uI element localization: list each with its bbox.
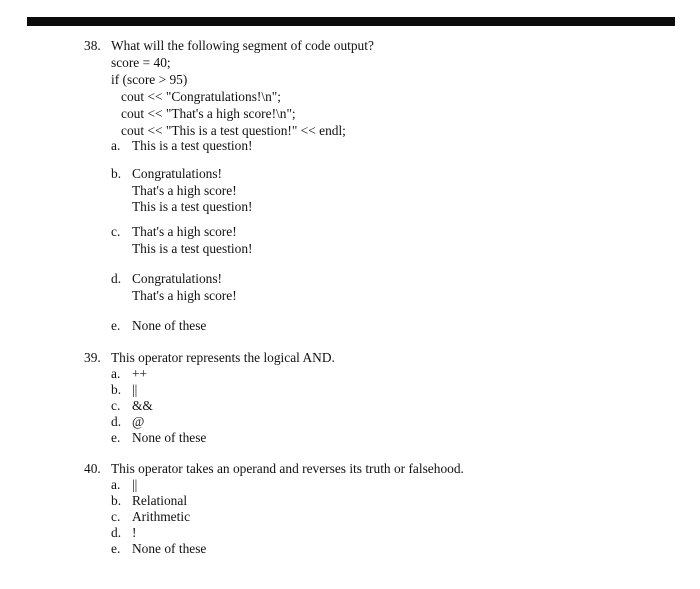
option-text: Relational: [132, 493, 188, 508]
option-letter: b.: [111, 382, 122, 397]
code-line: cout << "That's a high score!\n";: [111, 106, 296, 121]
question-text: This operator represents the logical AND.: [111, 350, 335, 365]
option-text: &&: [132, 398, 153, 413]
option-text: None of these: [132, 430, 207, 445]
option-letter: d.: [111, 414, 122, 429]
option-letter: d.: [111, 271, 122, 286]
question-number: 38.: [84, 38, 101, 53]
option-text: This is a test question!: [132, 138, 253, 153]
question-text: What will the following segment of code output?: [111, 38, 374, 53]
option-text: This is a test question!: [132, 240, 253, 256]
option-text: ||: [132, 477, 138, 492]
option-text: That's a high score!: [132, 287, 237, 303]
option-text: That's a high score!: [132, 224, 237, 239]
code-line: if (score > 95): [111, 72, 188, 87]
option-letter: c.: [111, 224, 121, 239]
option-text: @: [132, 414, 145, 429]
option-text: Arithmetic: [132, 509, 191, 524]
option-letter: e.: [111, 318, 121, 333]
option-letter: d.: [111, 525, 122, 540]
code-line: cout << "This is a test question!" << endl;: [111, 123, 346, 138]
option-letter: b.: [111, 166, 122, 181]
option-letter: a.: [111, 477, 121, 492]
option-text: ++: [132, 366, 148, 381]
question-text: This operator takes an operand and reverses its truth or falsehood.: [111, 461, 464, 476]
option-letter: b.: [111, 493, 122, 508]
question-number: 40.: [84, 461, 101, 476]
option-letter: e.: [111, 430, 121, 445]
option-letter: c.: [111, 509, 121, 524]
option-letter: a.: [111, 138, 121, 153]
question-number: 39.: [84, 350, 101, 365]
option-text: This is a test question!: [132, 199, 253, 214]
option-text: That's a high score!: [132, 182, 237, 198]
option-text: None of these: [132, 541, 207, 556]
code-line: cout << "Congratulations!\n";: [111, 89, 281, 104]
option-text: Congratulations!: [132, 271, 223, 286]
option-text: !: [132, 525, 137, 540]
top-divider-bar: [27, 17, 675, 26]
option-letter: c.: [111, 398, 121, 413]
code-line: score = 40;: [111, 55, 171, 70]
option-letter: e.: [111, 541, 121, 556]
option-text: Congratulations!: [132, 166, 223, 181]
option-text: None of these: [132, 318, 207, 333]
option-letter: a.: [111, 366, 121, 381]
option-text: ||: [132, 382, 138, 397]
